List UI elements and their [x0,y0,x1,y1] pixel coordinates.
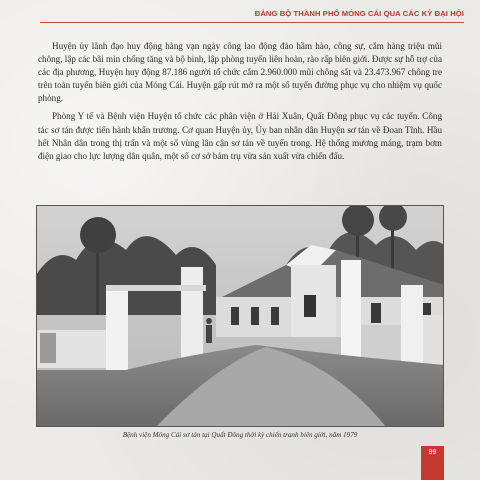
historical-photo [36,205,444,427]
header-divider [40,22,464,23]
paragraph-2: Phòng Y tế và Bệnh viện Huyện tổ chức các phân viện ở Hải Xuân, Quất Đông phục vụ các tuyến. Công tác sơ tán được tiến hành khẩn trương. Cơ quan Huyện ủy, Ủy ban nhân dân Huyện sơ tán về Đoan Tĩnh. Hầu hết Nhân dân trong thị trấn và một số vùng lân cận sơ tán về tuyến trong. Hệ thống mương máng, trạm bơm điện giao cho lực lượng dân quân, một số cơ sở bám trụ vừa sản xuất vừa chiến đấu. [38,111,442,161]
running-header: ĐẢNG BỘ THÀNH PHỐ MÓNG CÁI QUA CÁC KỲ ĐẠI HỘI [254,9,464,18]
hospital-photo-illustration [36,205,444,427]
page-number-tab [421,446,444,480]
paragraph-1: Huyện ủy lãnh đạo huy động hàng vạn ngày công lao động đào hầm hào, công sự, cắm hàng triệu mũi chông, lập các bãi mìn chống tăng và bộ binh, lập phòng tuyến liên hoàn, rào rấp biên giới. Được sự hỗ trợ của các địa phương, Huyện huy động 87.186 người tổ chức cắm 2.960.000 mũi chông sắt và 23.473.967 chông tre trên toàn tuyến biên giới của Móng Cái. Huyện gấp rút mở ra một số tuyến đường phục vụ cho nhiệm vụ quốc phòng. [38,41,442,104]
photo-caption: Bệnh viện Móng Cái sơ tán tại Quất Đông thời kỳ chiến tranh biên giới, năm 1979 [122,431,358,439]
page-number: 99 [428,449,437,456]
body-text [38,40,442,168]
